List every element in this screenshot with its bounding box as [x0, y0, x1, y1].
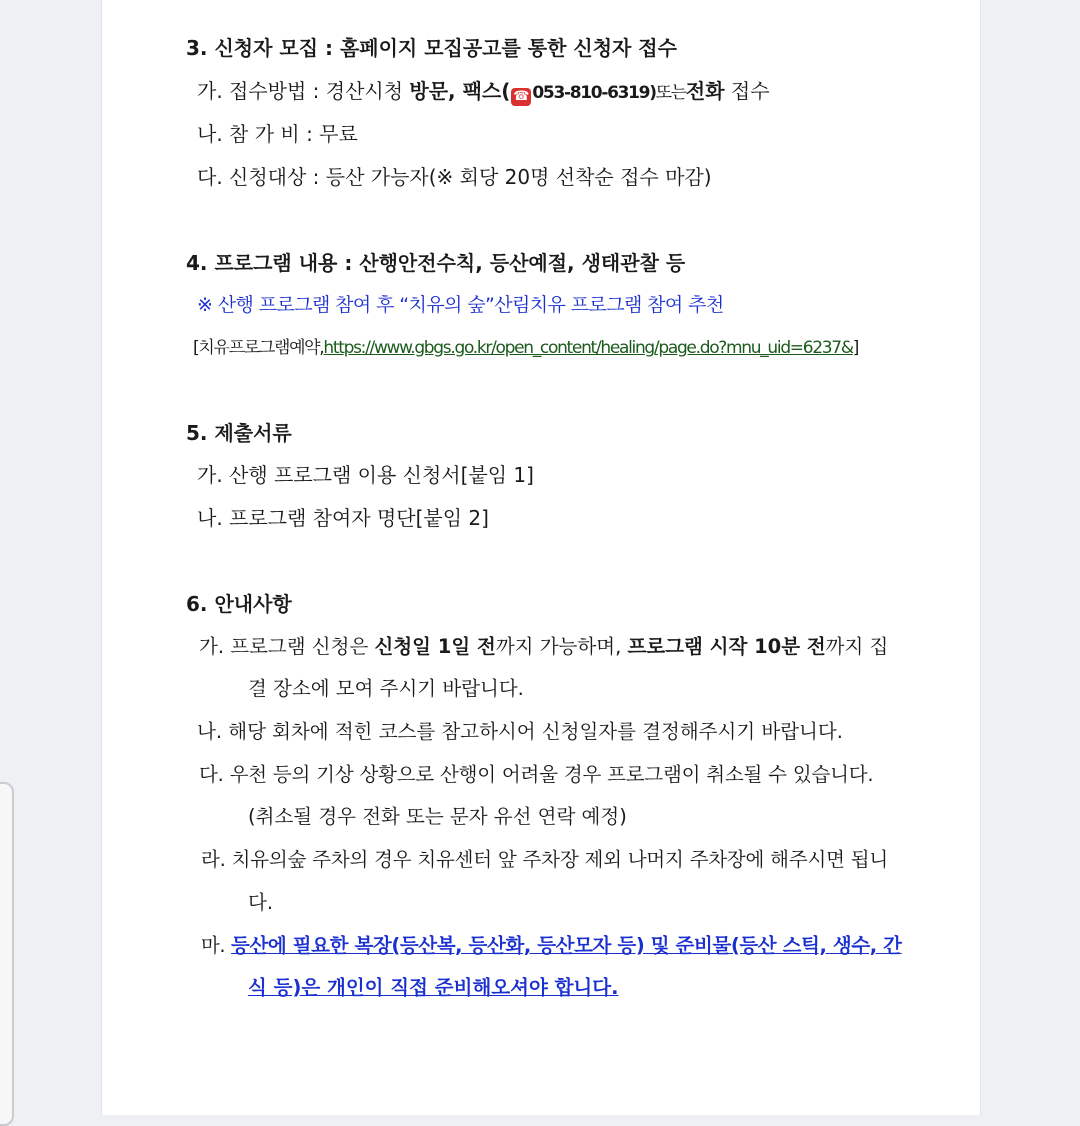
s6-item-d-cont: 다. — [248, 891, 274, 914]
s6-item-e-cont: 식 등)은 개인이 직접 준비해오셔야 합니다. — [248, 976, 619, 999]
s6-item-b: 나. 해당 회차에 적힌 코스를 참고하시어 신청일자를 결정해주시기 바랍니다. — [197, 720, 843, 743]
section-4-title: 4. 프로그램 내용 : 산행안전수칙, 등산예절, 생태관찰 등 — [186, 251, 686, 275]
s6-item-c-cont: (취소될 경우 전화 또는 문자 유선 연락 예정) — [248, 805, 627, 828]
telephone-icon: ☎ — [513, 89, 530, 104]
s3-item-a: 가. 접수방법 : 경산시청 방문, 팩스( ☎ 053-810-6319)또는전화 접수 — [197, 79, 770, 104]
s6-item-a: 가. 프로그램 신청은 신청일 1일 전까지 가능하며, 프로그램 시작 10분 전까지 집 — [199, 635, 889, 658]
s6-item-d: 라. 치유의숲 주차의 경우 치유센터 앞 주차장 제외 나머지 주차장에 해주시면 됩니 — [201, 848, 889, 871]
s4-note: ※ 산행 프로그램 참여 후 “치유의 숲”산림치유 프로그램 참여 추천 — [197, 294, 724, 316]
healing-link[interactable]: https://www.gbgs.go.kr/open_content/healing/page.do?mnu_uid=6237& — [323, 338, 853, 358]
s3-item-c: 다. 신청대상 : 등산 가능자(※ 회당 20명 선착순 접수 마감) — [197, 165, 712, 189]
s3-item-b: 나. 참 가 비 : 무료 — [197, 122, 358, 146]
s6-item-e: 마. 등산에 필요한 복장(등산복, 등산화, 등산모자 등) 및 준비물(등산 스틱, 생수, 간 — [201, 934, 902, 957]
s5-item-a: 가. 산행 프로그램 이용 신청서[붙임 1] — [197, 463, 534, 487]
section-3-title: 3. 신청자 모집 : 홈페이지 모집공고를 통한 신청자 접수 — [186, 36, 677, 60]
s6-item-c: 다. 우천 등의 기상 상황으로 산행이 어려울 경우 프로그램이 취소될 수 있습니다. — [199, 763, 874, 786]
document-page — [101, 0, 981, 1115]
scroll-handle[interactable] — [0, 782, 14, 1126]
section-5-title: 5. 제출서류 — [186, 421, 292, 445]
s5-item-b: 나. 프로그램 참여자 명단[붙임 2] — [197, 506, 489, 530]
s6-item-a-cont: 결 장소에 모여 주시기 바랍니다. — [248, 677, 524, 700]
section-6-title: 6. 안내사항 — [186, 592, 292, 616]
s4-link-line: [치유프로그램예약,https://www.gbgs.go.kr/open_content/healing/page.do?mnu_uid=6237&] — [193, 338, 859, 358]
